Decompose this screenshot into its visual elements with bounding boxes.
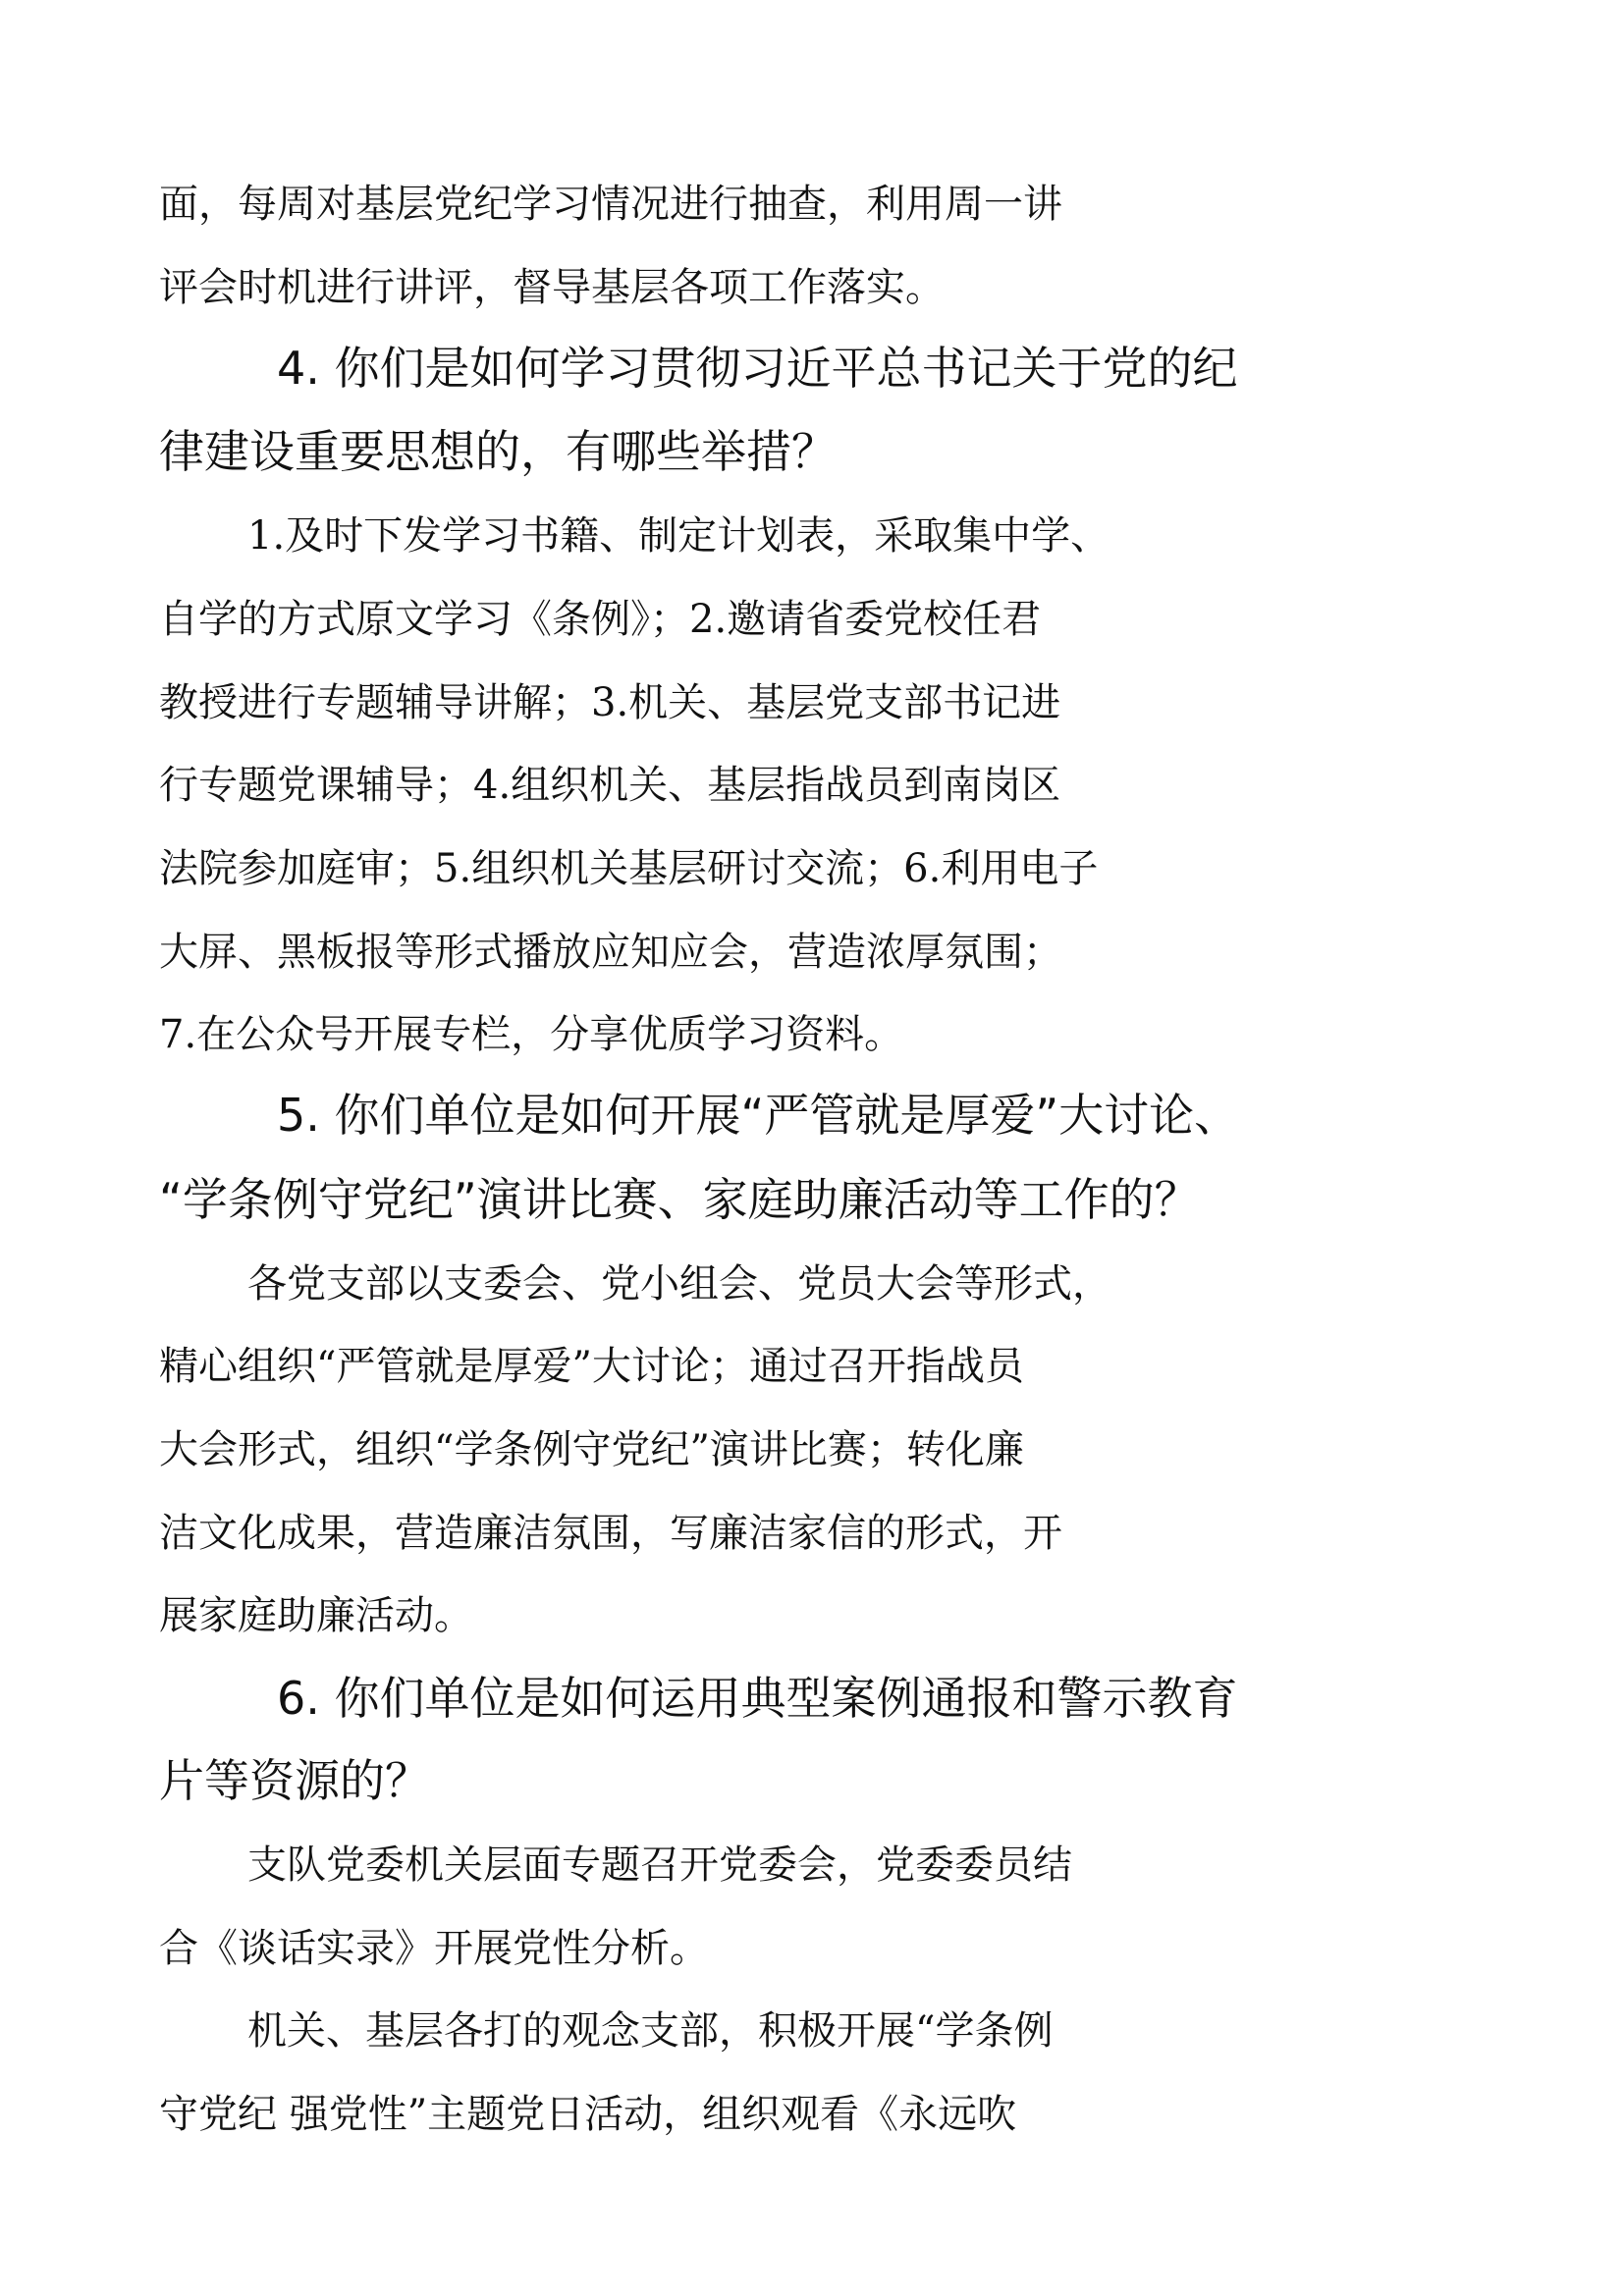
body-line: 评会时机进行讲评，督导基层各项工作落实。 <box>159 265 945 310</box>
body-line: 行专题党课辅导；4.组织机关、基层指战员到南岗区 <box>159 763 1061 808</box>
body-line: 支队党委机关层面专题召开党委会，党委委员结 <box>247 1842 1072 1888</box>
question-heading: 4. 你们是如何学习贯彻习近平总书记关于党的纪 <box>277 342 1238 395</box>
body-line: 教授进行专题辅导讲解；3.机关、基层党支部书记进 <box>159 680 1061 725</box>
body-line: 大屏、黑板报等形式播放应知应会，营造浓厚氛围； <box>159 930 1062 975</box>
body-line: 自学的方式原文学习《条例》；2.邀请省委党校任君 <box>159 597 1042 642</box>
question-heading: 6. 你们单位是如何运用典型案例通报和警示教育 <box>277 1672 1238 1725</box>
body-line: 面，每周对基层党纪学习情况进行抽查，利用周一讲 <box>159 182 1062 227</box>
body-line: 各党支部以支委会、党小组会、党员大会等形式， <box>247 1261 1111 1307</box>
body-line: 机关、基层各打的观念支部，积极开展“学条例 <box>247 2008 1054 2054</box>
body-line: 合《谈话实录》开展党性分析。 <box>159 1926 709 1971</box>
body-line: 守党纪 强党性”主题党日活动，组织观看《永远吹 <box>159 2092 1017 2137</box>
body-line: 7.在公众号开展专栏，分享优质学习资料。 <box>159 1012 904 1057</box>
body-line: 法院参加庭审；5.组织机关基层研讨交流；6.利用电子 <box>159 846 1099 891</box>
question-heading: 律建设重要思想的，有哪些举措？ <box>159 425 837 478</box>
question-heading: 片等资源的？ <box>159 1754 430 1807</box>
question-heading: 5. 你们单位是如何开展“严管就是厚爱”大讨论、 <box>277 1089 1240 1142</box>
body-line: 精心组织“严管就是厚爱”大讨论；通过召开指战员 <box>159 1344 1024 1389</box>
body-line: 洁文化成果，营造廉洁氛围，写廉洁家信的形式，开 <box>159 1511 1062 1556</box>
question-heading: “学条例守党纪”演讲比赛、家庭助廉活动等工作的？ <box>159 1173 1200 1226</box>
body-line: 1.及时下发学习书籍、制定计划表，采取集中学、 <box>247 513 1110 559</box>
body-line: 展家庭助廉活动。 <box>159 1593 473 1638</box>
body-line: 大会形式，组织“学条例守党纪”演讲比赛；转化廉 <box>159 1427 1024 1472</box>
